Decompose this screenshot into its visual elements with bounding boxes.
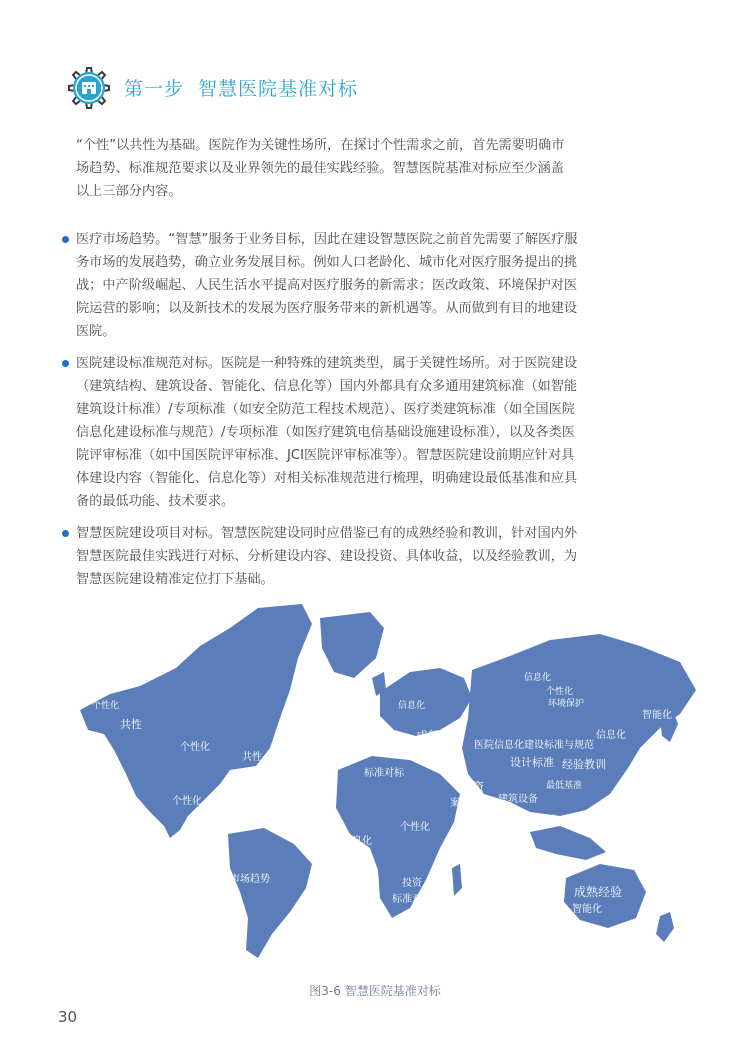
bullet-list: [60, 228, 580, 600]
map-word: 投资: [402, 878, 422, 889]
map-word: 建筑设备: [498, 794, 538, 805]
madagascar: [452, 864, 462, 896]
figure-caption: 图3-6 智慧医院基准对标: [309, 984, 441, 998]
title-text: 智慧医院基准对标: [198, 77, 359, 100]
map-word: 标准对标: [392, 894, 432, 905]
map-word: 经验教训: [562, 758, 606, 771]
world-map: [80, 598, 700, 968]
map-word: 标准对标: [364, 768, 404, 779]
bullet-dot: [62, 360, 69, 367]
map-word: 个性化: [546, 687, 574, 697]
map-word: 案例对标: [450, 798, 490, 809]
continents: [80, 604, 696, 958]
map-word: 成熟经验: [574, 885, 623, 899]
europe: [380, 668, 472, 736]
map-word: 信息化: [398, 701, 426, 711]
map-word: 市场趋势: [230, 874, 270, 885]
bullet-text: 医院建设标准规范对标。医院是一种特殊的建筑类型，属于关键性场所。对于医院建设（建筑结构、建筑设备、智能化、信息化等）国内外都具有众多通用建筑标准（如智能建筑设计标准）/专项标准（如安全防范工程技术规范）、医疗类建筑标准（如全国医院信息化建设标准与规范）/专项标准（如医疗建筑电信基础设施建设标准），以及各类医院评审标准（如中国医院评审标准、JCI医院评审标准等）。智慧医院建设前期应针对具体建设内容（智能化、信息化等）对相关标准规范进行梳理，明确建设最低基准和应具备的最低功能、技术要求。: [76, 356, 578, 509]
gear-icon: [58, 58, 116, 116]
map-word: 智能化: [572, 904, 602, 915]
map-word: 信息化: [342, 836, 372, 847]
map-word: 最低基准: [546, 781, 583, 791]
intro-paragraph: “个性”以共性为基础。医院作为关键性场所，在探讨个性需求之前，首先需要明确市场趋势、标准规范要求以及业界领先的最佳实践经验。智慧医院基准对标应至少涵盖以上三部分内容。: [76, 138, 565, 199]
bullet-dot: [62, 236, 69, 243]
page-number: 30: [58, 1008, 78, 1026]
map-word: 成熟经验: [416, 729, 465, 743]
step-label: 第一步: [124, 77, 185, 100]
map-word: 个性化: [92, 701, 120, 711]
map-word: 设计标准: [510, 756, 554, 769]
greenland: [320, 612, 384, 678]
southeast-asia-islands: [530, 826, 606, 860]
map-word: 个性化: [400, 822, 430, 833]
map-word: 信息化: [596, 730, 626, 741]
map-word: 环境保护: [548, 699, 585, 709]
map-word: 投资: [462, 780, 484, 793]
bullet-text: 智慧医院建设项目对标。智慧医院建设同时应借鉴已有的成熟经验和教训，针对国内外智慧医院最佳实践进行对标、分析建设内容、建设投资、具体收益，以及经验教训，为智慧医院建设精准定位打下基础。: [76, 526, 578, 587]
map-word: 个性化: [172, 796, 202, 807]
map-word: 共性: [120, 718, 142, 731]
map-word: 个性化: [180, 742, 210, 753]
world-map-figure: [80, 598, 700, 968]
bullet-text: 医疗市场趋势。“智慧”服务于业务目标，因此在建设智慧医院之前首先需要了解医疗服务市场的发展趋势，确立业务发展目标。例如人口老龄化、城市化对医疗服务提出的挑战；中产阶级崛起、人民生活水平提高对医疗服务的新需求；医改政策、环境保护对医院运营的影响；以及新技术的发展为医疗服务带来的新机遇等。从而做到有目的地建设医院。: [76, 232, 578, 339]
map-word: 医院信息化建设标准与规范: [474, 740, 594, 751]
map-word: 共性: [242, 752, 262, 763]
list-item: [60, 522, 580, 591]
page-title: [124, 74, 358, 101]
map-word: 信息化: [524, 673, 552, 683]
map-word: 智能化: [642, 710, 672, 721]
map-word: 信息化: [532, 815, 560, 825]
section-header: [58, 58, 358, 116]
south-america: [228, 828, 312, 958]
new-zealand: [656, 912, 674, 942]
list-item: [60, 228, 580, 343]
list-item: [60, 352, 580, 513]
bullet-dot: [62, 530, 69, 537]
